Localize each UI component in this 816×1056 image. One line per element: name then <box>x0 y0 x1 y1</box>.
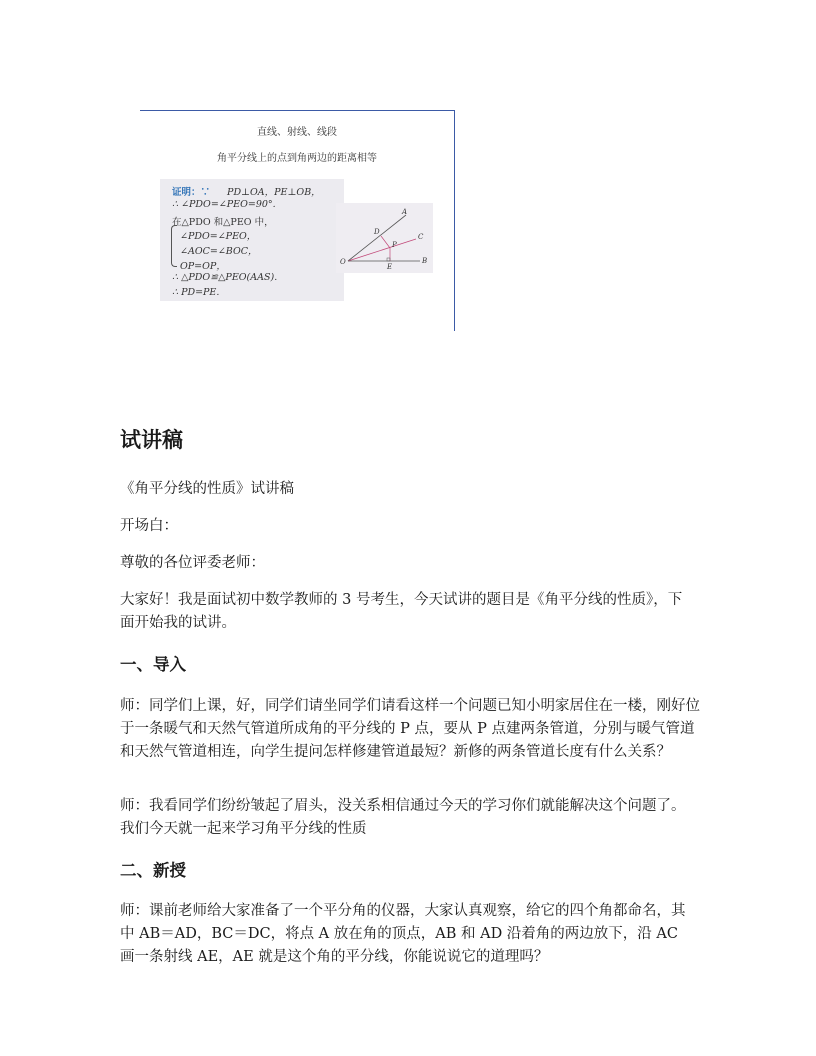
document-title: 试讲稿 <box>120 428 183 452</box>
paragraph-greeting: 尊敬的各位评委老师： <box>120 555 265 571</box>
paragraph-intro-transition: 师：我看同学们纷纷皱起了眉头，没关系相信通过今天的学习你们就能解决这个问题了。我们今天就一起来学习角平分线的性质 <box>120 798 686 837</box>
label-o: O <box>340 258 346 266</box>
paragraph-new-lesson: 师：课前老师给大家准备了一个平分角的仪器，大家认真观察，给它的四个角都命名，其中 AB＝AD，BC＝DC，将点 A 放在角的顶点，AB 和 AD 沿着角的两边放下，沿 AC 画一条射线 AE，AE 就是这个角的平分线，你能说说它的道理吗？ <box>120 903 686 965</box>
proof-line-5: ∠AOC=∠BOC， <box>180 246 258 257</box>
paragraph-lecture-title: 《角平分线的性质》试讲稿 <box>120 481 294 497</box>
figure-subtitle: 角平分线上的点到角两边的距离相等 <box>217 153 377 164</box>
label-d: D <box>374 228 380 236</box>
label-b: B <box>422 257 428 265</box>
proof-lead: 证明：∵ <box>172 187 211 198</box>
label-e: E <box>387 263 393 271</box>
proof-line-6: OP=OP， <box>180 261 226 272</box>
ray-oc <box>348 239 416 261</box>
paragraph-intro-question: 师：同学们上课，好，同学们请坐同学们请看这样一个问题已知小明家居住在一楼，刚好位于一条暖气和天然气管道所成角的平分线的 P 点，要从 P 点建两条管道，分别与暖气管道和天然气管道相连，向学生提问怎样修建管道最短？新修的两条管道长度有什么关系？ <box>120 698 700 760</box>
ray-oa <box>348 215 406 261</box>
section-heading-new-lesson: 二、新授 <box>120 861 186 880</box>
proof-text: PD⊥OA，PE⊥OB， <box>227 187 321 198</box>
proof-line-3: 在△PDO 和△PEO 中， <box>172 217 274 228</box>
segment-pd <box>381 236 390 248</box>
proof-line-1 <box>172 184 321 198</box>
label-p: P <box>392 241 397 249</box>
textbook-figure <box>140 110 455 331</box>
proof-line-7: ∴ △PDO≌△PEO(AAS). <box>172 272 278 283</box>
label-c: C <box>418 233 424 241</box>
label-a: A <box>402 208 408 216</box>
proof-line-2: ∴ ∠PDO=∠PEO=90°. <box>172 199 276 210</box>
proof-line-8: ∴ PD=PE. <box>172 287 220 298</box>
right-angle-e <box>387 258 390 261</box>
proof-brace <box>171 225 177 267</box>
proof-line-4: ∠PDO=∠PEO， <box>180 231 257 242</box>
paragraph-introduction: 大家好！我是面试初中数学教师的 3 号考生，今天试讲的题目是《角平分线的性质》，下面开始我的试讲。 <box>120 592 683 631</box>
section-heading-intro: 一、导入 <box>120 655 186 674</box>
paragraph-opening-label: 开场白： <box>120 518 178 534</box>
figure-title: 直线、射线、线段 <box>257 127 337 138</box>
angle-bisector-diagram <box>336 203 433 273</box>
